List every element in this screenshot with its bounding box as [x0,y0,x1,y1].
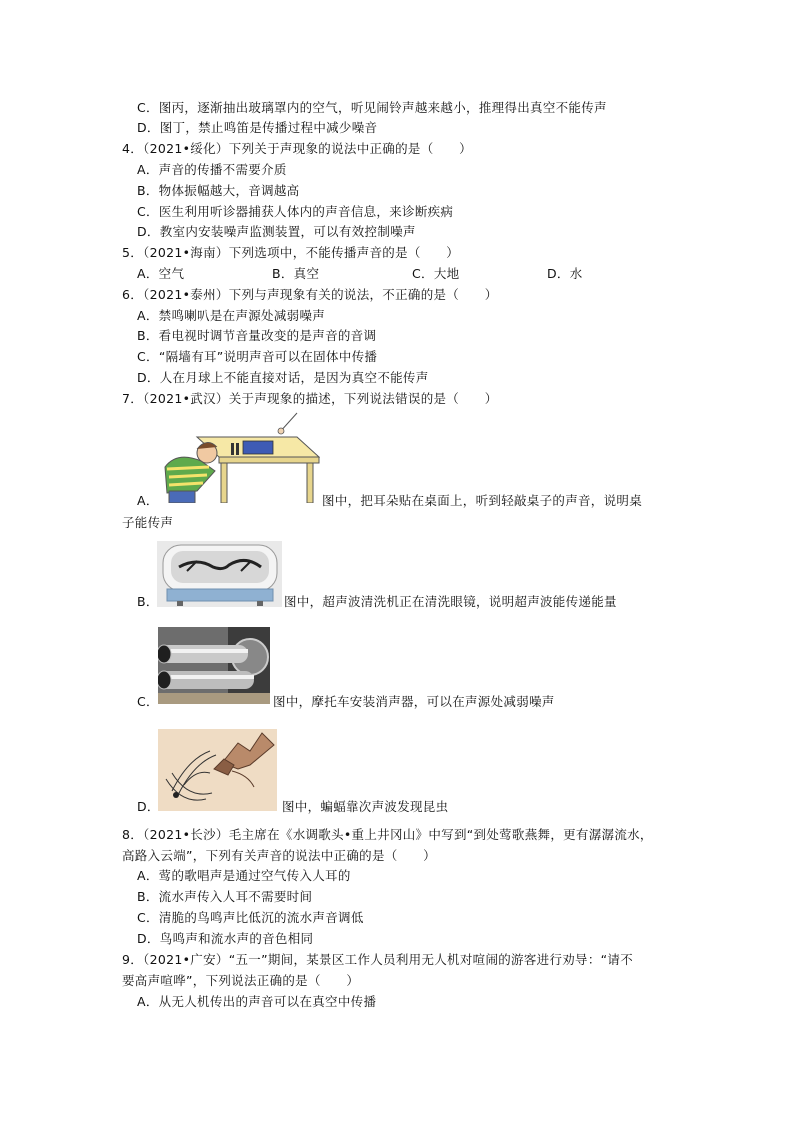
option-4a: A．声音的传播不需要介质 [137,162,287,177]
option-7b-text: 图中，超声波清洗机正在清洗眼镜，说明超声波能传递能量 [284,594,617,609]
question-5: 5．（2021•海南）下列选项中，不能传播声音的是（ ） [122,245,460,260]
option-9a: A．从无人机传出的声音可以在真空中传播 [137,994,377,1009]
option-6c: C．“隔墙有耳”说明声音可以在固体中传播 [137,349,378,364]
option-7a-text-continued: 子能传声 [122,515,174,530]
question-4: 4．（2021•绥化）下列关于声现象的说法中正确的是（ ） [122,141,472,156]
option-3c: C．图丙，逐渐抽出玻璃罩内的空气，听见闹铃声越来越小，推理得出真空不能传声 [137,100,607,115]
option-4d: D．教室内安装噪声监测装置，可以有效控制噪声 [137,224,416,239]
option-7d-text: 图中，蝙蝠靠次声波发现昆虫 [282,799,449,814]
option-6d: D．人在月球上不能直接对话，是因为真空不能传声 [137,370,429,385]
question-9-continued: 要高声喧哗”，下列说法正确的是（ ） [122,973,360,988]
option-7d-label: D． [137,799,160,814]
motorcycle-muffler-photo [158,627,270,704]
question-8-continued: 高路入云端”，下列有关声音的说法中正确的是（ ） [122,848,436,863]
question-9: 9．（2021•广安）“五一”期间，某景区工作人员利用无人机对喧闹的游客进行劝导：“请不 [122,952,634,967]
option-7c-text: 图中，摩托车安装消声器，可以在声源处减弱噪声 [273,694,555,709]
option-5d: D．水 [547,266,583,281]
option-3d: D．图丁，禁止鸣笛是传播过程中减少噪音 [137,120,378,135]
option-8b: B．流水声传入人耳不需要时间 [137,889,313,904]
question-8: 8．（2021•长沙）毛主席在《水调歌头•重上井冈山》中写到“到处莺歌燕舞，更有潺潺流水， [122,827,653,842]
option-8c: C．清脆的鸟鸣声比低沉的流水声音调低 [137,910,364,925]
option-6a: A．禁鸣喇叭是在声源处减弱噪声 [137,308,326,323]
question-6: 6．（2021•泰州）下列与声现象有关的说法，不正确的是（ ） [122,287,498,302]
option-7a-text: 图中，把耳朵贴在桌面上，听到轻敲桌子的声音，说明桌 [322,493,643,508]
option-7b-label: B． [137,594,159,609]
option-7c-label: C． [137,694,159,709]
bat-catching-insect-illustration [158,729,277,811]
option-5c: C．大地 [412,266,460,281]
option-4c: C．医生利用听诊器捕获人体内的声音信息，来诊断疾病 [137,204,454,219]
option-8d: D．鸟鸣声和流水声的音色相同 [137,931,314,946]
option-7a-label: A． [137,493,159,508]
option-8a: A．莺的歌唱声是通过空气传入人耳的 [137,868,351,883]
option-4b: B．物体振幅越大，音调越高 [137,183,300,198]
boy-ear-on-desk-illustration [157,411,320,503]
option-5a: A．空气 [137,266,185,281]
question-7: 7．（2021•武汉）关于声现象的描述，下列说法错误的是（ ） [122,391,498,406]
ultrasonic-cleaner-photo [157,541,282,607]
option-5b: B．真空 [272,266,320,281]
option-6b: B．看电视时调节音量改变的是声音的音调 [137,328,377,343]
